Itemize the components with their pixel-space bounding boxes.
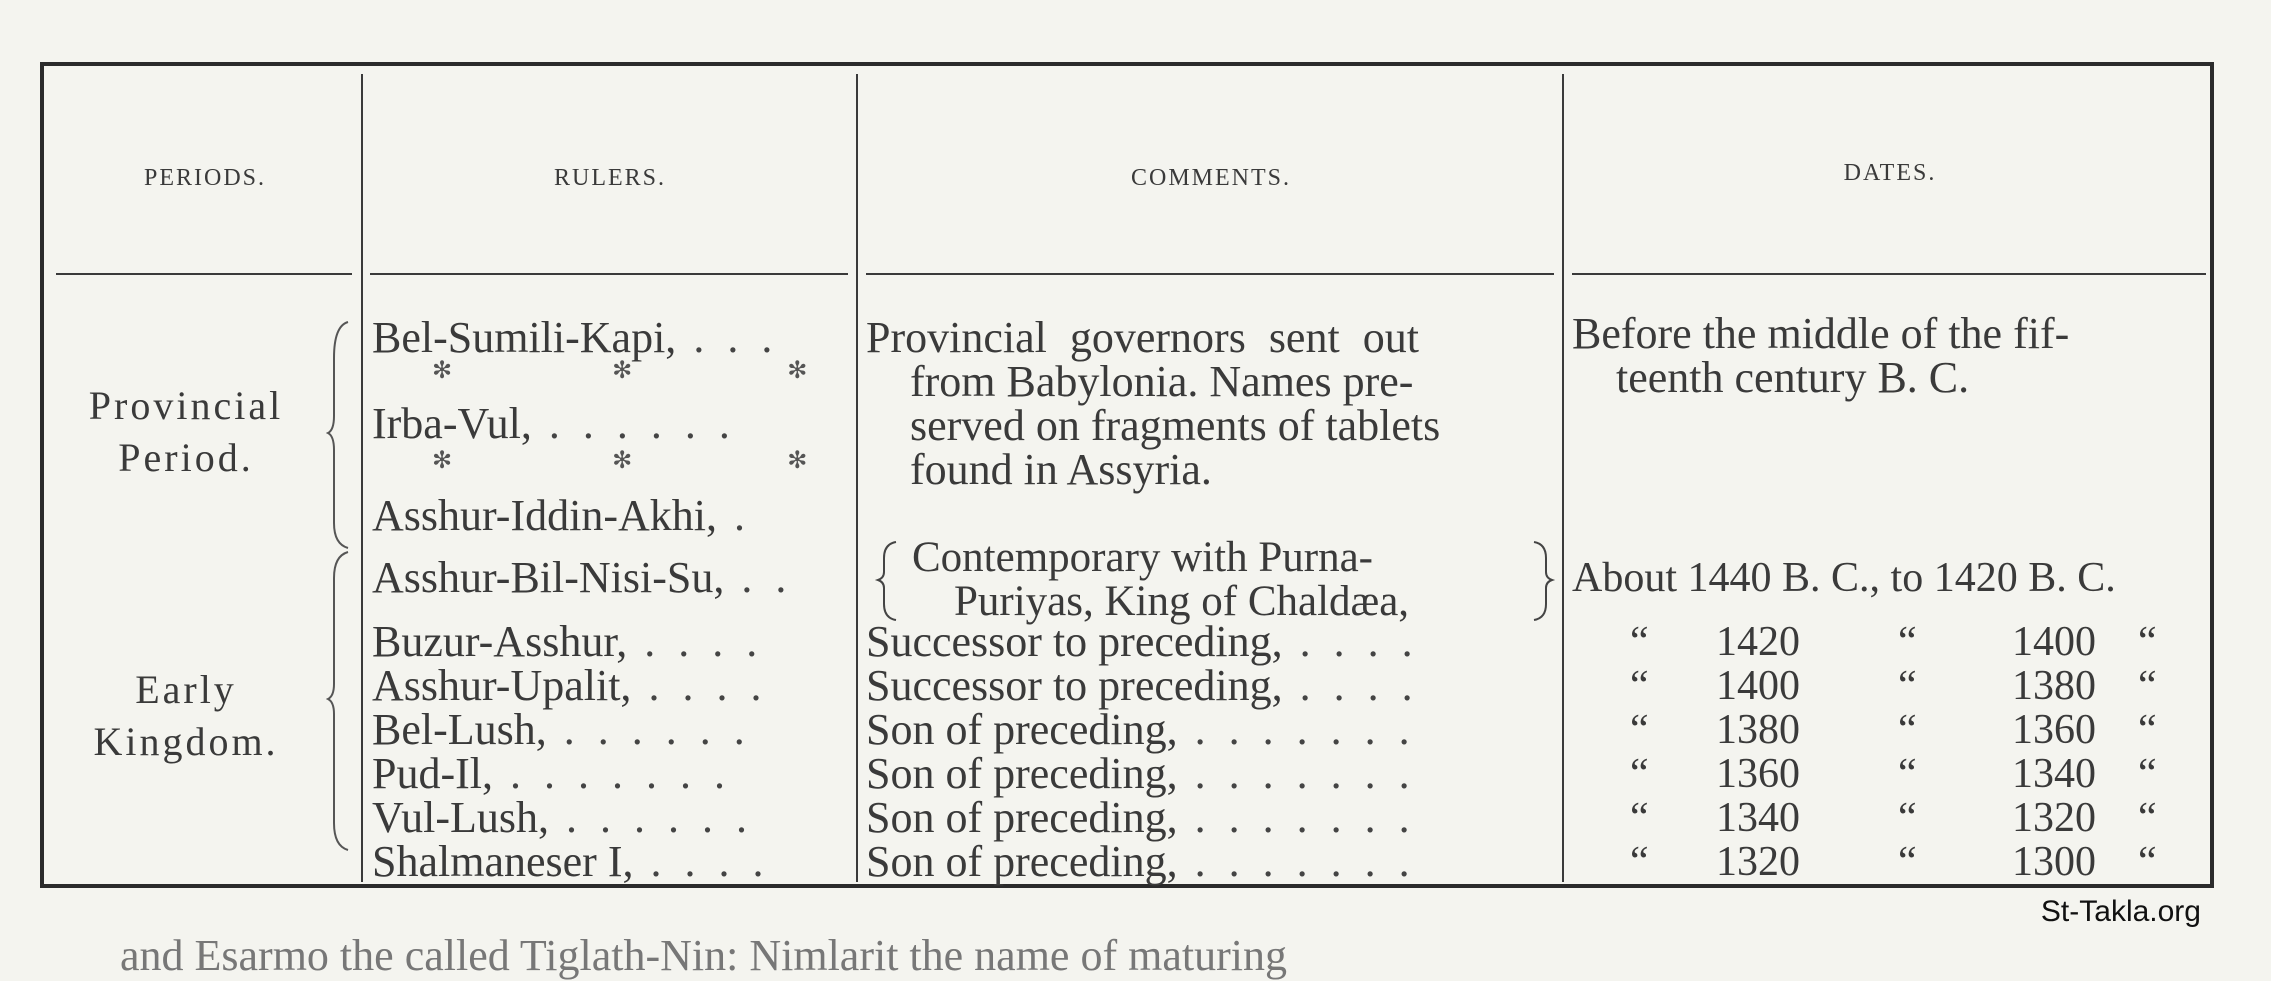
ruler-entry: Asshur-Iddin-Akhi, . [372, 491, 751, 540]
footer-fragment: and Esarmo the called Tiglath-Nin: Nimlarit the name of maturing [120, 931, 1287, 980]
ruler-entry: Asshur-Upalit, . . . . [372, 661, 768, 710]
comment-line: from Babylonia. Names pre- [910, 357, 1414, 406]
ruler-entry: Bel-Lush, . . . . . . [372, 705, 751, 754]
comment-contemporary [912, 536, 1409, 624]
date-to: 1340 [2012, 751, 2096, 797]
comment-entry: Son of preceding, . . . . . . . [866, 837, 1416, 886]
comment-entry: Son of preceding, . . . . . . . [866, 749, 1416, 798]
ruler-name: Buzur-Asshur, [372, 617, 628, 666]
comment-text: Son of preceding, [866, 837, 1178, 886]
comment-text: Son of preceding, [866, 705, 1178, 754]
ruler-name: Vul-Lush, [372, 793, 550, 842]
ditto-mark: “ [1898, 795, 1917, 841]
date-to: 1380 [2012, 663, 2096, 709]
ruler-name: Asshur-Bil-Nisi-Su, [372, 553, 725, 602]
brace-early [328, 552, 348, 850]
date-to: 1360 [2012, 707, 2096, 753]
ditto-mark: “ [2138, 751, 2157, 797]
comment-entry: Successor to preceding, . . . . [866, 661, 1419, 710]
ruler-name: Bel-Sumili-Kapi, [372, 313, 677, 362]
header-rule [1572, 273, 2206, 275]
ditto-mark: “ [1898, 663, 1917, 709]
ditto-mark: “ [1898, 839, 1917, 885]
comment-text: Successor to preceding, [866, 661, 1283, 710]
date-from: 1400 [1716, 663, 1800, 709]
watermark: St-Takla.org [2040, 895, 2201, 928]
ruler-name: Shalmaneser I, [372, 837, 634, 886]
period-label: Kingdom. [93, 719, 279, 764]
comment-line: served on fragments of tablets [910, 401, 1441, 450]
ruler-name: Asshur-Upalit, [372, 661, 632, 710]
brace-left [878, 542, 896, 620]
comment-line: Puriyas, King of Chaldæa, [954, 578, 1410, 625]
period-label: Period. [118, 435, 254, 480]
date-about: About 1440 B. C., to 1420 B. C. [1572, 555, 2116, 601]
header-rule [866, 273, 1554, 275]
ditto-mark: “ [1898, 751, 1917, 797]
ditto-mark: “ [1630, 663, 1649, 709]
date-line: teenth century B. C. [1616, 353, 1970, 402]
date-from: 1360 [1716, 751, 1800, 797]
omission-stars: ✻ ✻ ✻ [432, 358, 808, 384]
header-rulers: RULERS. [553, 165, 666, 191]
ditto-mark: “ [2138, 619, 2157, 665]
date-line: Before the middle of the fif- [1572, 309, 2070, 358]
brace-right [1534, 542, 1552, 620]
column-divider [856, 74, 858, 882]
date-to: 1300 [2012, 839, 2096, 885]
comment-text: Son of preceding, [866, 793, 1178, 842]
ditto-mark: “ [1898, 619, 1917, 665]
date-from: 1420 [1716, 619, 1800, 665]
comment-entry: Successor to preceding, . . . . [866, 617, 1419, 666]
comment-provincial [866, 313, 1441, 494]
header-dates: DATES. [1843, 160, 1937, 186]
ditto-mark: “ [1630, 619, 1649, 665]
brace-provincial [328, 322, 348, 548]
column-divider [1562, 74, 1564, 882]
column-divider [361, 74, 363, 882]
ditto-mark: “ [2138, 663, 2157, 709]
period-label: Early [135, 667, 237, 712]
ruler-entry: Bel-Sumili-Kapi, . . . [372, 313, 779, 362]
ditto-mark: “ [1630, 707, 1649, 753]
ditto-mark: “ [2138, 839, 2157, 885]
date-from: 1320 [1716, 839, 1800, 885]
comment-line: found in Assyria. [910, 445, 1212, 494]
comment-entry: Son of preceding, . . . . . . . [866, 705, 1416, 754]
date-from: 1380 [1716, 707, 1800, 753]
date-from: 1340 [1716, 795, 1800, 841]
omission-stars: ✻ ✻ ✻ [432, 448, 808, 474]
ditto-mark: “ [2138, 795, 2157, 841]
comment-entry: Son of preceding, . . . . . . . [866, 793, 1416, 842]
date-provincial [1572, 309, 2070, 402]
header-periods: PERIODS. [143, 165, 267, 191]
ruler-name: Pud-Il, [372, 749, 493, 798]
ditto-mark: “ [2138, 707, 2157, 753]
ditto-mark: “ [1630, 839, 1649, 885]
ruler-entry: Asshur-Bil-Nisi-Su, . . [372, 553, 793, 602]
period-brace [326, 318, 356, 852]
header-rule [370, 273, 848, 275]
ruler-name: Irba-Vul, [372, 399, 532, 448]
period-early-kingdom [56, 664, 316, 768]
header-comments: COMMENTS. [1130, 165, 1292, 191]
ditto-mark: “ [1630, 751, 1649, 797]
comment-text: Son of preceding, [866, 749, 1178, 798]
comment-line: Contemporary with Purna- [912, 534, 1373, 581]
period-label: Provincial [88, 383, 284, 428]
ruler-entry: Vul-Lush, . . . . . . [372, 793, 754, 842]
ditto-mark: “ [1898, 707, 1917, 753]
comment-line: Provincial governors sent out [866, 313, 1419, 362]
ditto-mark: “ [1630, 795, 1649, 841]
ruler-name: Asshur-Iddin-Akhi, [372, 491, 717, 540]
ruler-name: Bel-Lush, [372, 705, 547, 754]
date-to: 1320 [2012, 795, 2096, 841]
ruler-entry: Pud-Il, . . . . . . . [372, 749, 731, 798]
header-rule [56, 273, 352, 275]
date-to: 1400 [2012, 619, 2096, 665]
ruler-entry: Shalmaneser I, . . . . [372, 837, 770, 886]
period-provincial [56, 380, 316, 484]
ruler-entry: Buzur-Asshur, . . . . [372, 617, 764, 666]
ruler-entry: Irba-Vul, . . . . . . [372, 399, 736, 448]
comment-text: Successor to preceding, [866, 617, 1283, 666]
